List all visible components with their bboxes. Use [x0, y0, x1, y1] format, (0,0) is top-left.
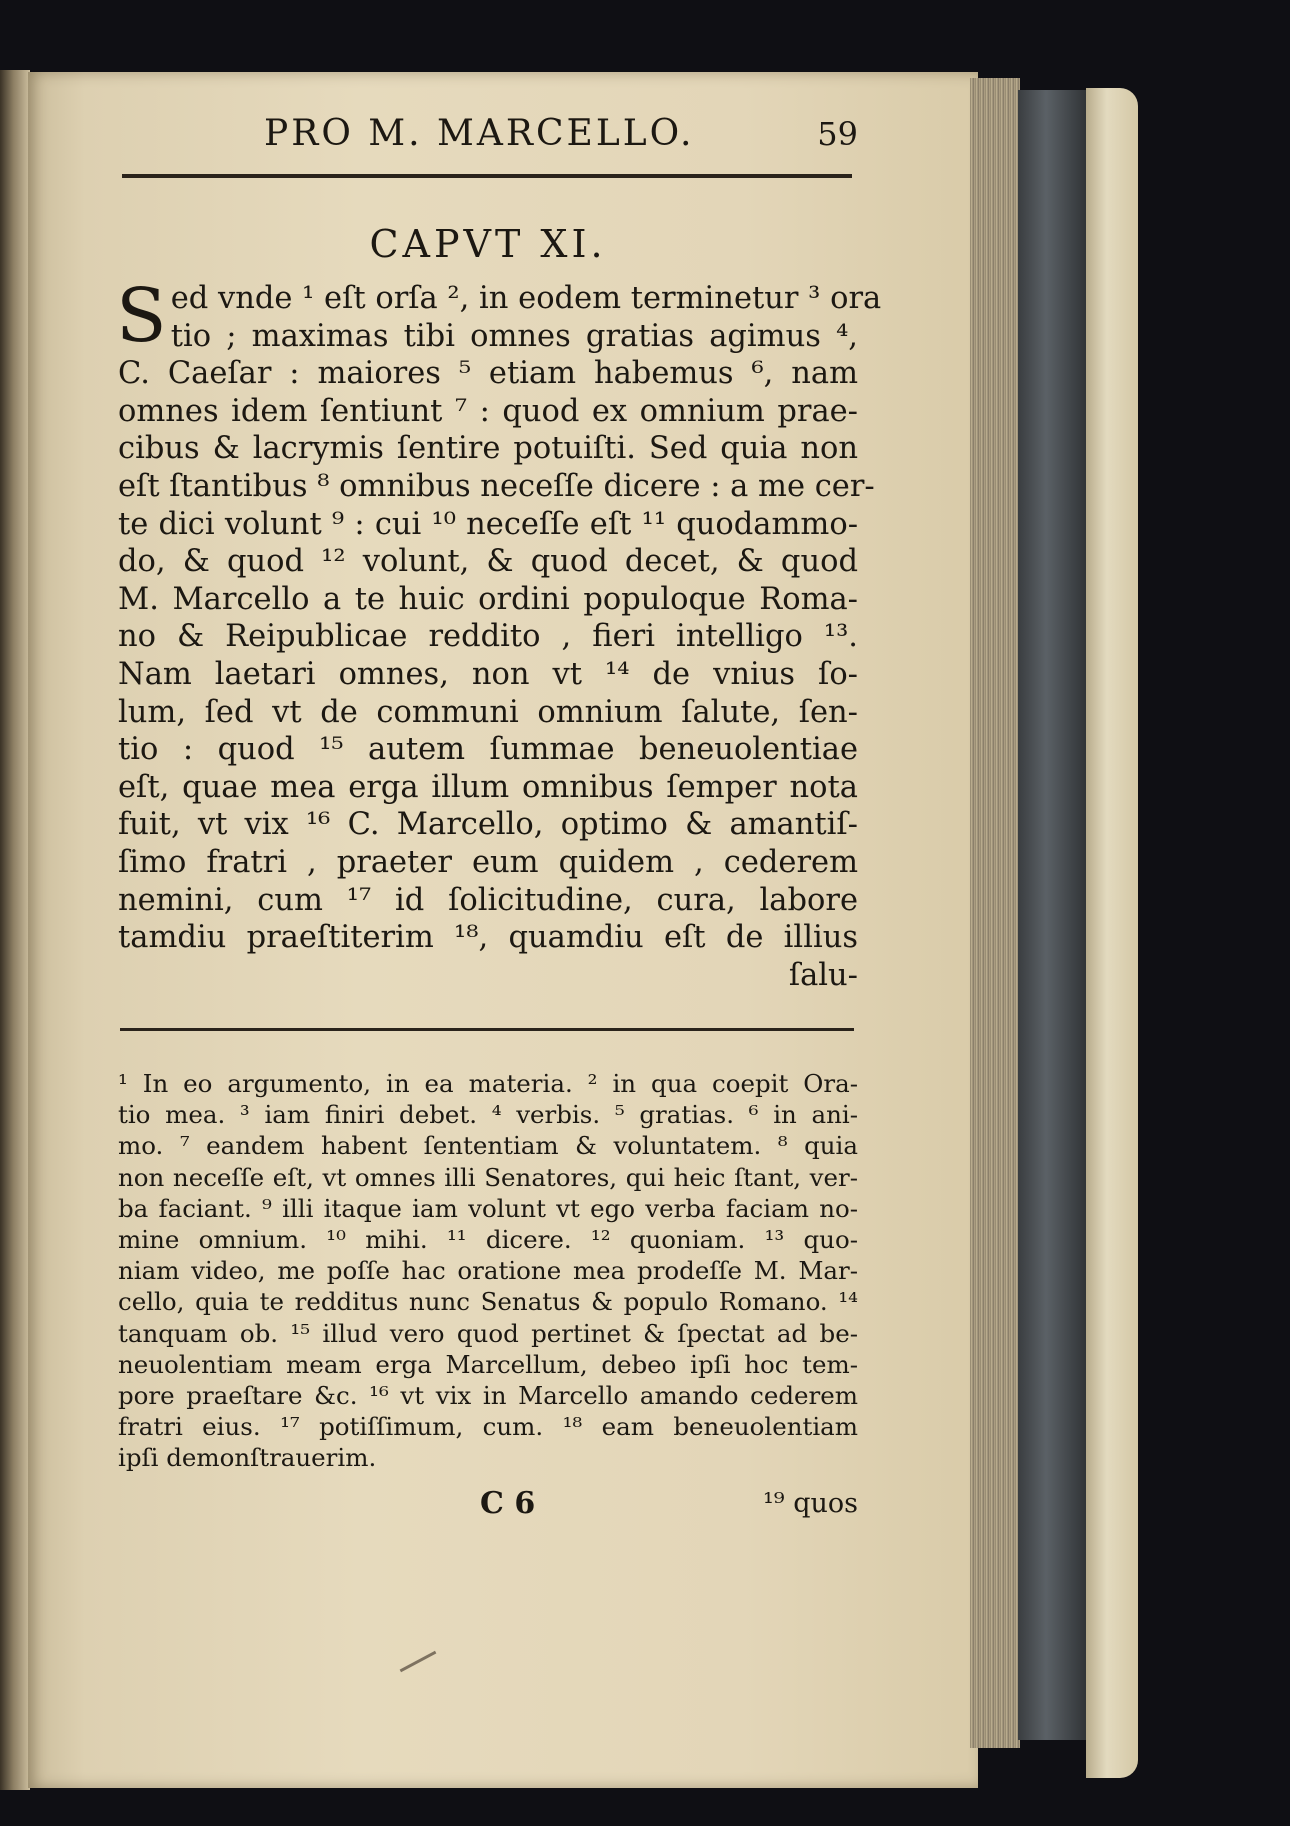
- text-line: cibus & lacrymis ſentire potuiſti. Sed quia non: [118, 431, 858, 467]
- vellum-cover: [1086, 88, 1138, 1778]
- main-text: [116, 273, 882, 994]
- page-number: 59: [817, 115, 858, 153]
- text-line: no & Reipublicae reddito , fieri intelligo ¹³.: [118, 619, 858, 655]
- footnote-line: ipſi demonſtrauerim.: [118, 1443, 377, 1473]
- text-line: omnes idem ſentiunt ⁷ : quod ex omnium prae-: [118, 393, 858, 429]
- page-header: [118, 108, 858, 160]
- footnote-line: pore praeſtare &c. ¹⁶ vt vix in Marcello amando cederem: [118, 1380, 858, 1410]
- text-line: te dici volunt ⁹ : cui ¹⁰ neceſſe eſt ¹¹ quodammo-: [118, 506, 858, 542]
- catchword: ¹⁹ quos: [762, 1488, 858, 1519]
- text-line: do, & quod ¹² volunt, & quod decet, & quod: [118, 544, 858, 580]
- footnote-line: ba faciant. ⁹ illi itaque iam volunt vt ego verba faciam no-: [118, 1193, 858, 1223]
- binding-board: [1018, 90, 1088, 1740]
- footnote-line: ¹ In eo argumento, in ea materia. ² in qua coepit Ora-: [118, 1069, 858, 1098]
- text-line: nemini, cum ¹⁷ id ſolicitudine, cura, labore: [118, 882, 858, 918]
- facing-page-edge: [0, 70, 30, 1790]
- text-line: eſt ſtantibus ⁸ omnibus neceſſe dicere : a me cer-: [118, 468, 875, 504]
- text-line: tamdiu praeſtiterim ¹⁸, quamdiu eſt de illius: [118, 920, 858, 956]
- text-line: C. Caeſar : maiores ⁵ etiam habemus ⁶, nam: [118, 356, 858, 392]
- signature-mark: C 6: [480, 1486, 536, 1521]
- footnote-line: neuolentiam meam erga Marcellum, debeo ipſi hoc tem-: [118, 1349, 858, 1379]
- footnote-line: fratri eius. ¹⁷ potiſſimum, cum. ¹⁸ eam beneuolentiam: [118, 1412, 858, 1442]
- running-head: PRO M. MARCELLO.: [264, 113, 695, 154]
- text-line: M. Marcello a te huic ordini populoque Roma-: [118, 581, 858, 617]
- text-line: tio : quod ¹⁵ autem ſummae beneuolentiae: [118, 732, 858, 768]
- footnote-line: non neceſſe eſt, vt omnes illi Senatores, qui heic ſtant, ver-: [118, 1162, 858, 1192]
- footnote-line: tio mea. ³ iam finiri debet. ⁴ verbis. ⁵ gratias. ⁶ in ani-: [118, 1100, 858, 1130]
- text-line: ſimo fratri , praeter eum quidem , cederem: [118, 844, 858, 880]
- footnote-line: mine omnium. ¹⁰ mihi. ¹¹ dicere. ¹² quoniam. ¹³ quo-: [118, 1224, 858, 1254]
- text-line: Nam laetari omnes, non vt ¹⁴ de vnius ſo-: [118, 656, 858, 692]
- page-stack-edge: [970, 78, 1020, 1748]
- text-line: lum, ſed vt de communi omnium ſalute, ſen-: [118, 694, 858, 730]
- text-line: tio ; maximas tibi omnes gratias agimus ⁴,: [170, 318, 858, 354]
- drop-cap: S: [116, 273, 167, 359]
- text-line: ed vnde ¹ eſt orſa ², in eodem terminetur ³ ora: [170, 281, 882, 316]
- text-line: fuit, vt vix ¹⁶ C. Marcello, optimo & amantiſ-: [118, 807, 858, 843]
- text-block: [116, 108, 882, 1528]
- footnote-rule: [120, 1028, 854, 1031]
- chapter-title: CAPVT XI.: [369, 222, 607, 266]
- footnote-line: niam video, me poſſe hac oratione mea prodeſſe M. Mar-: [118, 1256, 858, 1286]
- footnote-line: cello, quia te redditus nunc Senatus & populo Romano. ¹⁴: [118, 1287, 858, 1317]
- footnote-line: mo. ⁷ eandem habent ſententiam & voluntatem. ⁸ quia: [118, 1131, 858, 1161]
- text-line: eſt, quae mea erga illum omnibus ſemper nota: [118, 769, 858, 805]
- page-footer: [118, 1486, 858, 1526]
- header-rule: [122, 174, 852, 178]
- footnote-line: tanquam ob. ¹⁵ illud vero quod pertinet & ſpectat ad be-: [118, 1318, 858, 1348]
- footnotes: [118, 1068, 858, 1473]
- text-line: ſalu-: [788, 957, 858, 993]
